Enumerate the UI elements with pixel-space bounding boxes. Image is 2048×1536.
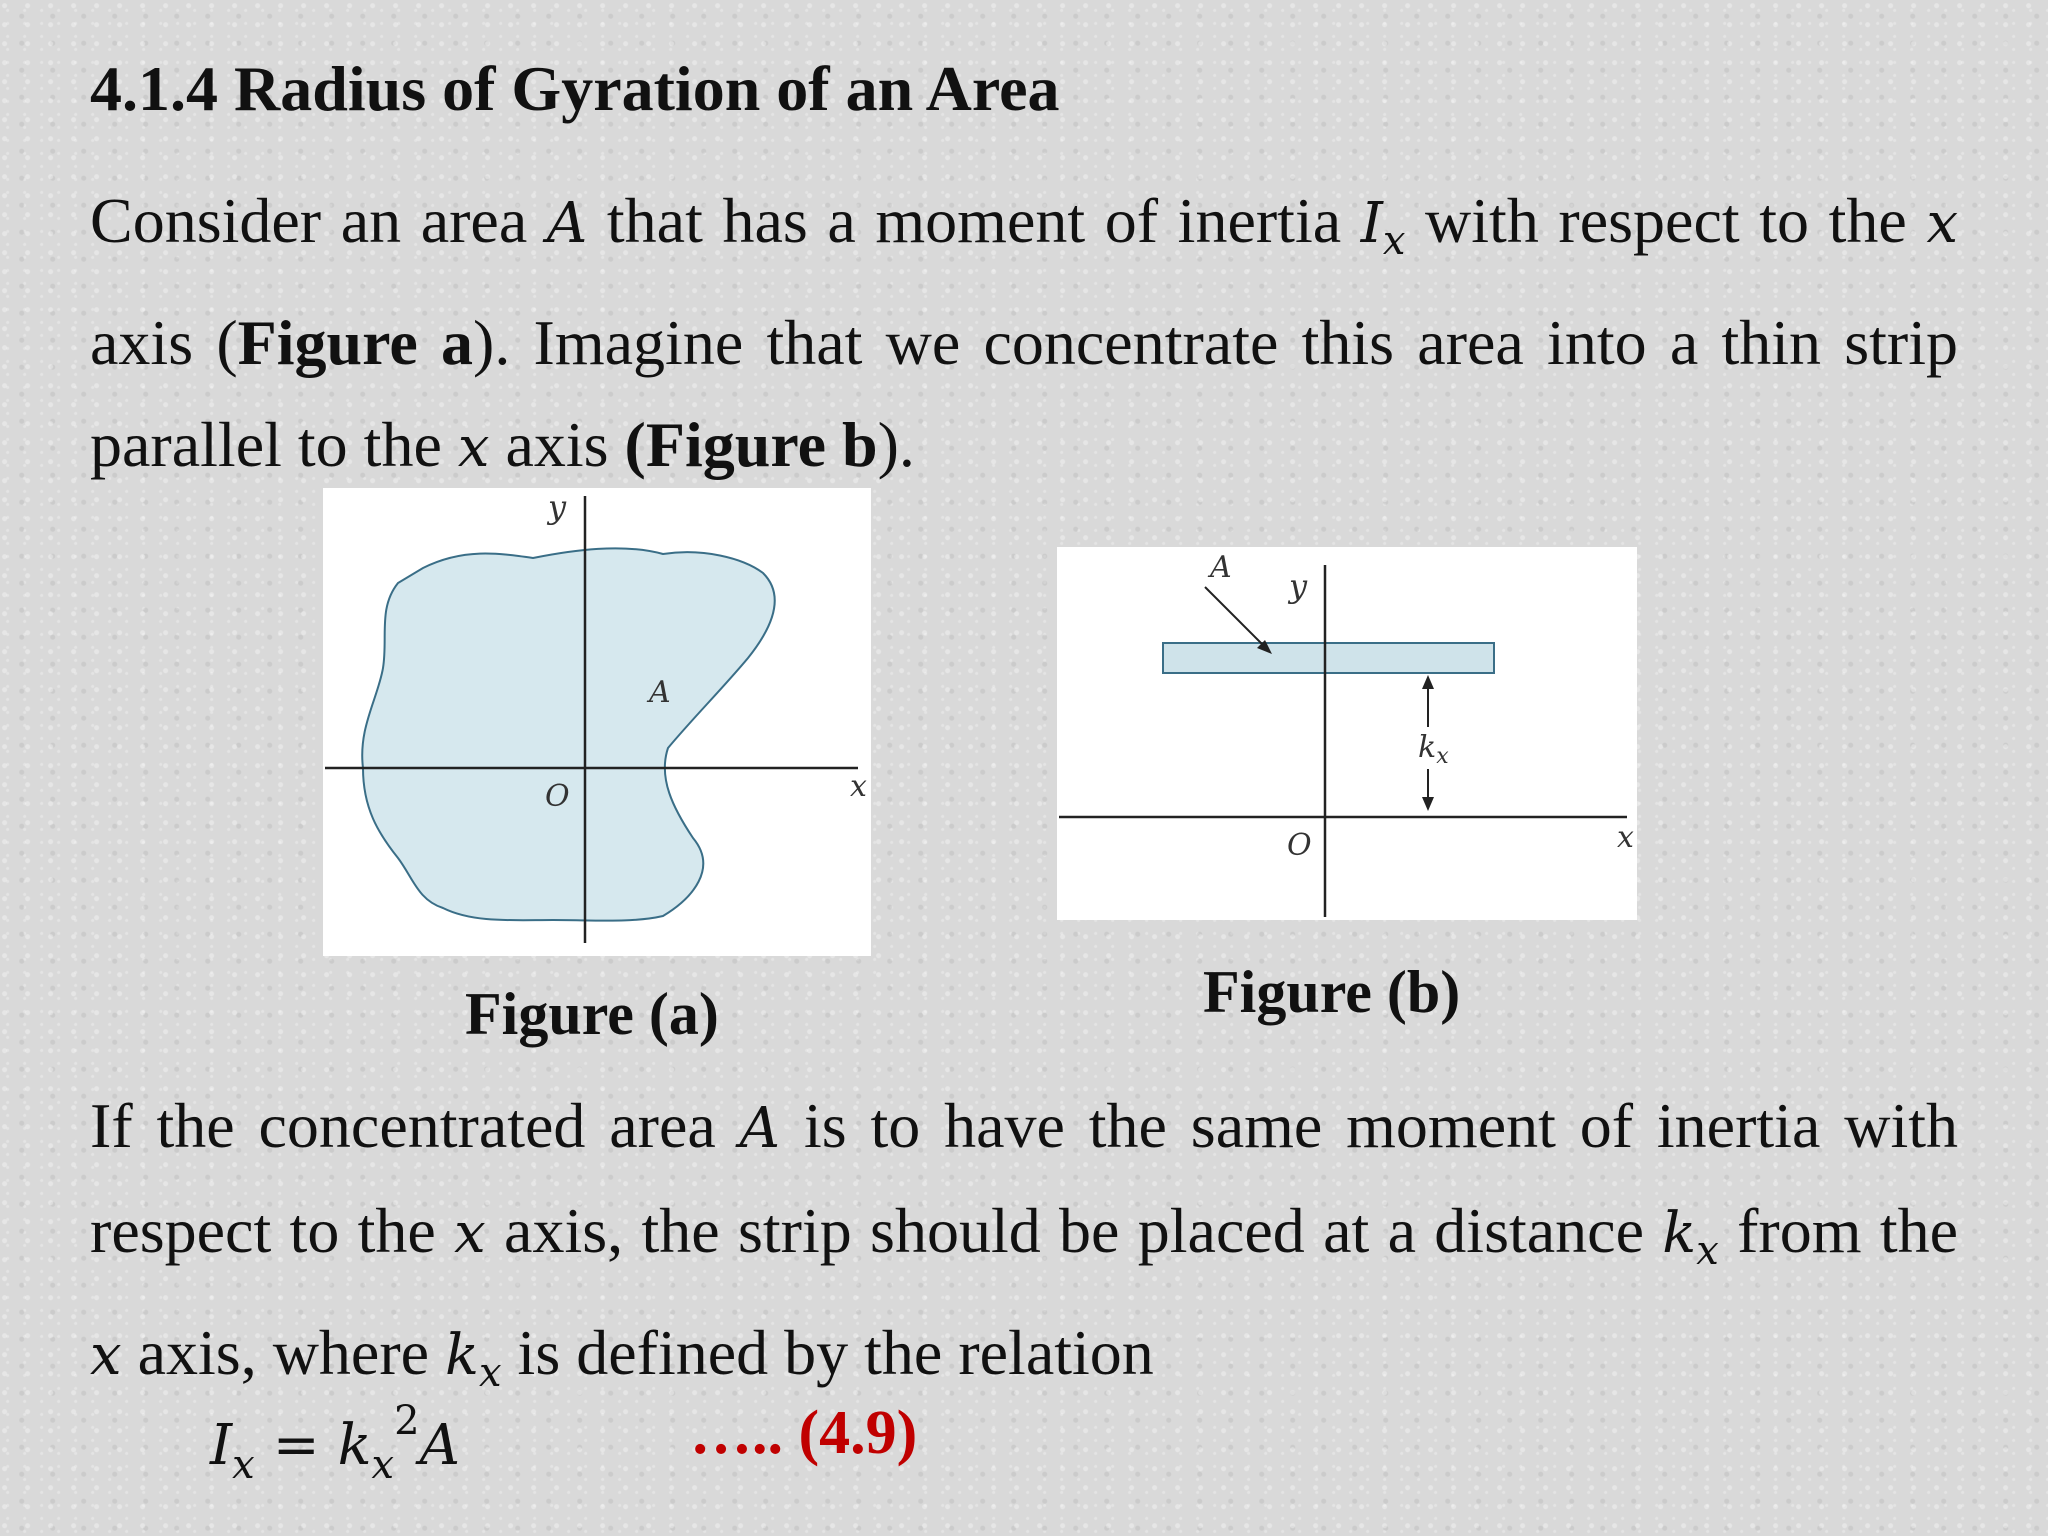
eq-k-sub: x <box>371 1442 395 1488</box>
y-axis-label: y <box>548 488 567 526</box>
k-label-main: k <box>1418 730 1437 765</box>
text: ). Imagine that we concentrate this area into a thin strip parallel to the <box>90 307 1959 480</box>
text: with respect to the <box>1405 185 1927 256</box>
eq-lhs-sub: x <box>232 1442 255 1488</box>
math-var: x <box>454 1201 486 1266</box>
text: If the concentrated area <box>90 1090 740 1161</box>
text: ). <box>877 409 915 480</box>
origin-label: O <box>1287 828 1312 863</box>
math-var: x <box>457 415 490 480</box>
math-subscript: x <box>1382 218 1406 264</box>
up-arrow-icon <box>1422 675 1434 689</box>
y-axis-label: y <box>1289 567 1308 605</box>
text: axis, where <box>121 1317 446 1388</box>
thin-strip <box>1163 643 1494 673</box>
math-var: A <box>546 191 588 256</box>
equation-4-9 <box>210 1398 460 1488</box>
figure-ref-b: (Figure b <box>624 409 878 480</box>
origin-label: O <box>545 779 570 814</box>
eq-lhs: I <box>210 1413 233 1478</box>
k-label <box>1418 730 1449 769</box>
text: axis ( <box>90 307 238 378</box>
math-var: x <box>1926 191 1959 256</box>
eq-operator: = <box>272 1413 320 1478</box>
math-var: x <box>90 1323 122 1388</box>
figure-b-caption: Figure (b) <box>1203 959 1461 1025</box>
explanation-paragraph <box>90 1075 1958 1424</box>
area-label: A <box>649 675 671 710</box>
figure-a <box>323 488 871 956</box>
figure-a-diagram <box>323 488 871 956</box>
text: that has a moment of inertia <box>587 185 1361 256</box>
math-var: k <box>1662 1201 1697 1266</box>
text: is defined by the relation <box>501 1317 1154 1388</box>
text: is to have the same moment of inertia with respect to the <box>90 1090 1959 1266</box>
math-subscript: x <box>478 1350 502 1396</box>
figure-ref-a: Figure a <box>237 307 473 378</box>
eq-exponent: 2 <box>394 1398 420 1444</box>
k-label-sub: x <box>1436 744 1449 769</box>
math-subscript: x <box>1696 1228 1719 1274</box>
equation-number: ….. (4.9) <box>690 1399 918 1467</box>
text: from the <box>1718 1195 1958 1266</box>
math-var: k <box>445 1323 479 1388</box>
text: axis, the strip should be placed at a distance <box>485 1195 1663 1266</box>
text: axis <box>489 409 625 480</box>
x-axis-label: x <box>1617 820 1634 855</box>
eq-k: k <box>337 1413 372 1478</box>
figure-b <box>1057 547 1637 920</box>
text: Consider an area <box>90 185 547 256</box>
leader-arrow <box>1205 587 1269 651</box>
figure-a-caption: Figure (a) <box>465 981 719 1047</box>
area-label: A <box>1210 550 1232 585</box>
eq-area: A <box>419 1413 461 1478</box>
math-var: A <box>739 1096 781 1161</box>
figure-b-diagram <box>1057 547 1637 920</box>
down-arrow-icon <box>1422 797 1434 811</box>
math-var: I <box>1360 191 1383 256</box>
intro-paragraph <box>90 170 1958 499</box>
section-heading: 4.1.4 Radius of Gyration of an Area <box>90 53 1060 124</box>
x-axis-label: x <box>850 769 867 804</box>
irregular-area-shape <box>362 548 774 920</box>
